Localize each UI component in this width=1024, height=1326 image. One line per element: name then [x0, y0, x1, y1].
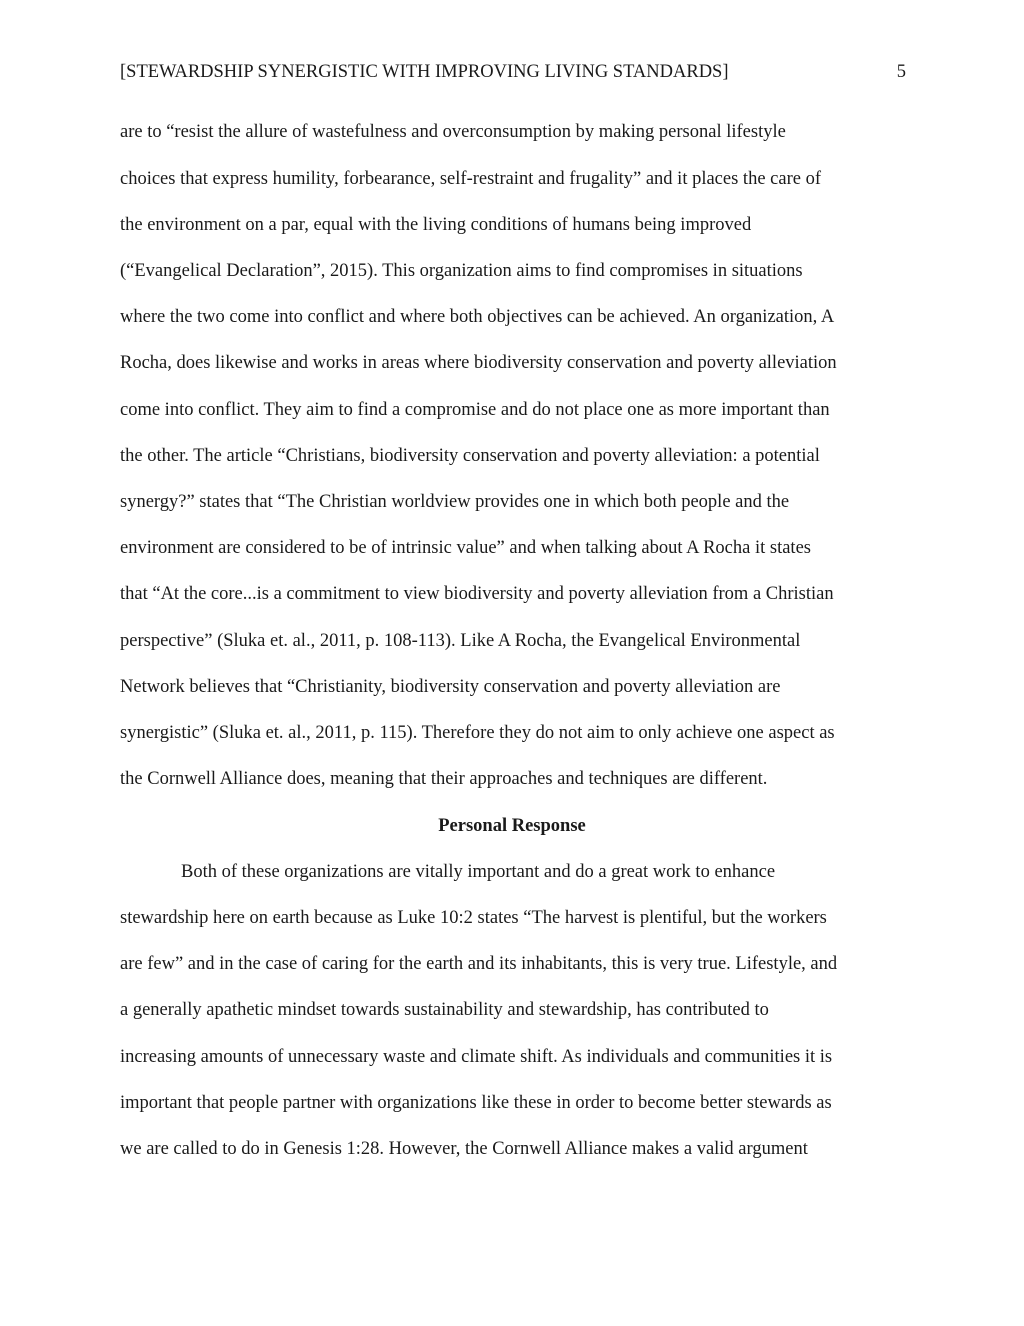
body-line: the environment on a par, equal with the living conditions of humans being improved [120, 215, 752, 235]
body-line: a generally apathetic mindset towards sustainability and stewardship, has contributed to [120, 1000, 769, 1020]
body-line: perspective” (Sluka et. al., 2011, p. 108-113). Like A Rocha, the Evangelical Environmental [120, 631, 801, 651]
body-line: where the two come into conflict and where both objectives can be achieved. An organization, A [120, 307, 835, 327]
body-line: Rocha, does likewise and works in areas where biodiversity conservation and poverty alleviation [120, 353, 837, 373]
body-line: synergy?” states that “The Christian worldview provides one in which both people and the [120, 492, 790, 512]
body-line: the Cornwell Alliance does, meaning that their approaches and techniques are different. [120, 769, 768, 789]
section-heading: Personal Response [438, 816, 586, 836]
page-header [120, 59, 906, 85]
page-number: 5 [896, 62, 906, 82]
body-line: are to “resist the allure of wastefulness and overconsumption by making personal lifestyle [120, 122, 786, 142]
body-line: are few” and in the case of caring for the earth and its inhabitants, this is very true. Lifestyle, and [120, 954, 838, 974]
body-line: increasing amounts of unnecessary waste and climate shift. As individuals and communities it is [120, 1047, 833, 1067]
running-head: [STEWARDSHIP SYNERGISTIC WITH IMPROVING LIVING STANDARDS] [120, 62, 729, 82]
body-line: Network believes that “Christianity, biodiversity conservation and poverty alleviation are [120, 677, 781, 697]
body-line: that “At the core...is a commitment to view biodiversity and poverty alleviation from a Christian [120, 584, 834, 604]
body-line: stewardship here on earth because as Luke 10:2 states “The harvest is plentiful, but the workers [120, 908, 827, 928]
body-line: choices that express humility, forbearance, self-restraint and frugality” and it places the care of [120, 169, 821, 189]
body-line: synergistic” (Sluka et. al., 2011, p. 115). Therefore they do not aim to only achieve one aspect as [120, 723, 835, 743]
body-line: important that people partner with organizations like these in order to become better stewards as [120, 1093, 832, 1113]
body-line: come into conflict. They aim to find a compromise and do not place one as more important than [120, 400, 830, 420]
body-line: the other. The article “Christians, biodiversity conservation and poverty alleviation: a potential [120, 446, 820, 466]
body-line: environment are considered to be of intrinsic value” and when talking about A Rocha it states [120, 538, 811, 558]
body-line: (“Evangelical Declaration”, 2015). This organization aims to find compromises in situations [120, 261, 803, 281]
body-line: Both of these organizations are vitally important and do a great work to enhance [181, 862, 776, 882]
body-line: we are called to do in Genesis 1:28. However, the Cornwell Alliance makes a valid argument [120, 1139, 808, 1159]
